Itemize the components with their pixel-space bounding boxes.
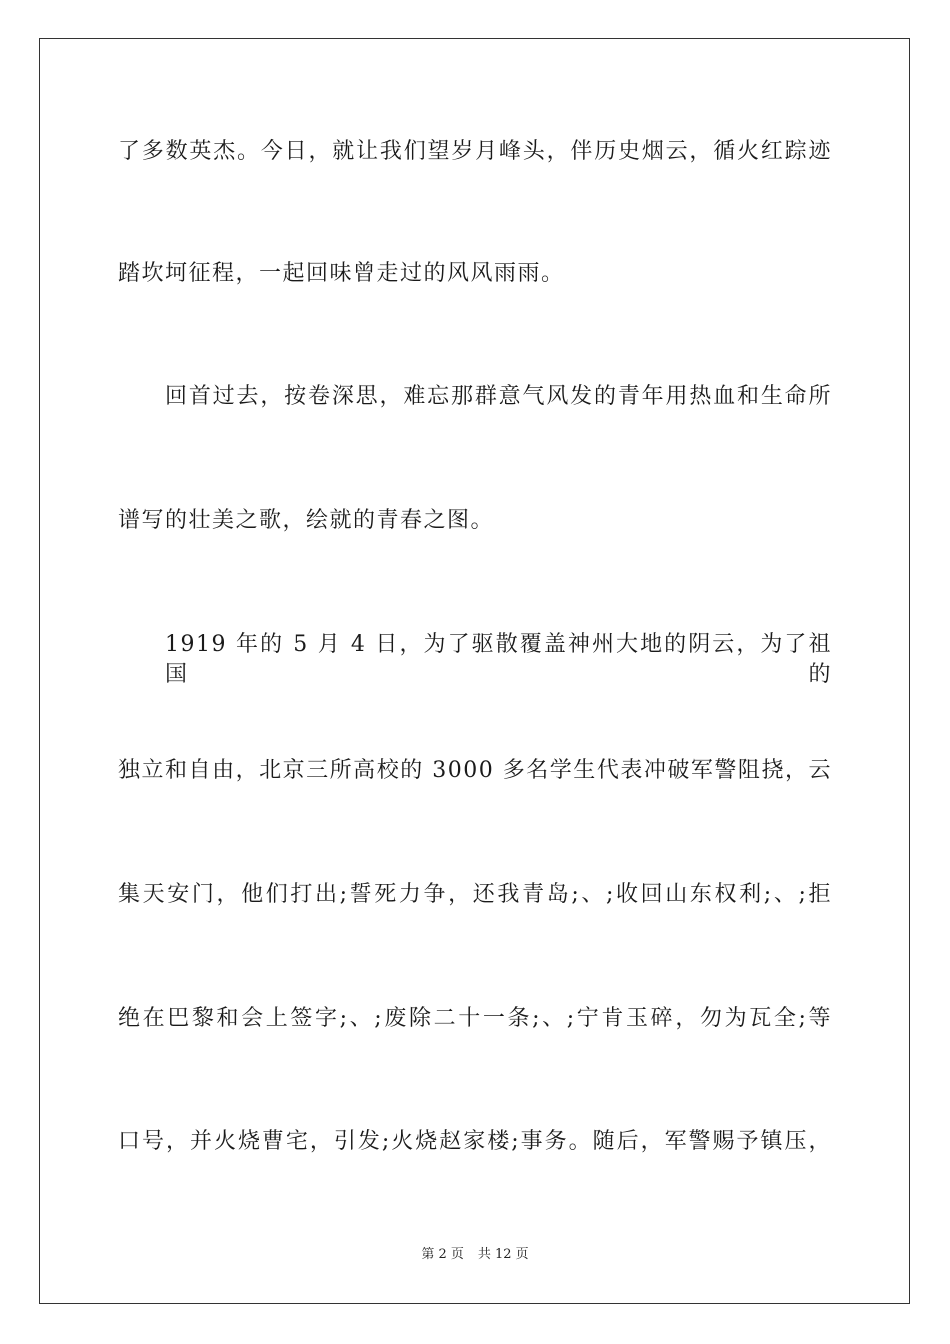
paragraph-line-3: 回首过去，按卷深思，难忘那群意气风发的青年用热血和生命所 (165, 384, 832, 409)
paragraph-line-8: 绝在巴黎和会上签字;、;废除二十一条;、;宁肯玉碎，勿为瓦全;等 (118, 1006, 832, 1031)
paragraph-line-1: 了多数英杰。今日，就让我们望岁月峰头，伴历史烟云，循火红踪迹 (118, 139, 832, 164)
page-number: 第 2 页 (421, 1247, 464, 1262)
page-total: 共 12 页 (477, 1247, 529, 1262)
paragraph-line-9: 口号，并火烧曹宅，引发;火烧赵家楼;事务。随后，军警赐予镇压， (118, 1129, 832, 1154)
paragraph-line-7: 集天安门，他们打出;誓死力争，还我青岛;、;收回山东权利;、;拒 (118, 882, 832, 907)
paragraph-line-4: 谱写的壮美之歌，绘就的青春之图。 (118, 508, 495, 533)
paragraph-line-6: 独立和自由，北京三所高校的 3000 多名学生代表冲破军警阻挠，云 (118, 758, 832, 783)
paragraph-line-5: 1919 年的 5 月 4 日，为了驱散覆盖神州大地的阴云，为了祖国的 (165, 632, 832, 687)
page-footer (0, 1246, 950, 1264)
paragraph-line-2: 踏坎坷征程，一起回味曾走过的风风雨雨。 (118, 261, 565, 286)
